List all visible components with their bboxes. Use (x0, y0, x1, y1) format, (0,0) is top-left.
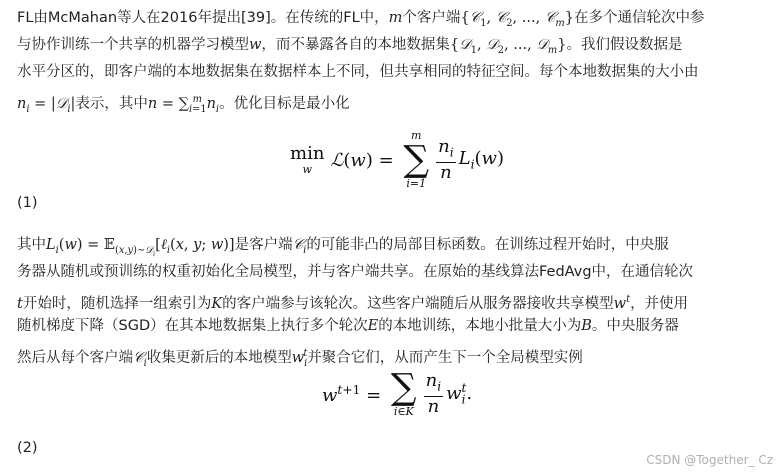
math-client-set: {𝒞$_1$, 𝒞$_2$, ..., 𝒞$_m$} (460, 10, 574, 29)
math-wit: $w_i^t$ (291, 348, 308, 369)
math-wt: $w^t$ (613, 294, 631, 312)
math-e: E (367, 318, 379, 334)
p2-line-5: 然后从每个客户端𝒞$_i$收集更新后的本地模型$w_i^t$并聚合它们，从而产生下一个全局模型实例 (17, 348, 583, 369)
math-dataset-set: {𝒟$_1$, 𝒟$_2$, ..., 𝒟$_m$} (449, 37, 567, 56)
p2-line-3: t开始时，随机选择一组索引为K的客户端参与该轮次。这些客户端随后从服务器接收共享模型$w^t$，并使用 (17, 294, 689, 312)
sum-operator: m ∑ i=1 (403, 129, 430, 190)
next-global-model: $w^{t+1}$ = (322, 382, 387, 406)
math-ci: 𝒞$_i$ (292, 237, 307, 256)
local-model: $w_i^t$. (446, 381, 473, 407)
fraction-ni-n-2: $\frac{n_i}{n}$ (425, 369, 442, 418)
math-t: t (17, 295, 23, 312)
math-m: m (388, 10, 403, 26)
equation-1-number: (1) (17, 195, 38, 211)
equation-2 (322, 367, 473, 418)
math-w: w (249, 37, 262, 53)
sum-over-k: ∑ i∈K (390, 367, 417, 418)
fraction-ni-n: $\frac{n_i}{n}$ (438, 135, 454, 184)
equation-1 (290, 130, 504, 190)
math-ni-def: $n_i$ = |𝒟$_i$| (17, 95, 76, 115)
p1-line-1: FL由McMahan等人在2016年提出[39]。在传统的FL中，m个客户端{𝒞$_1$, 𝒞$_2$, ..., 𝒞$_m$}在多个通信轮次中参 (17, 10, 705, 29)
math-k: K (211, 295, 223, 312)
loss-function: ℒ(w) = (330, 149, 400, 171)
paragraph-1 (17, 5, 777, 113)
math-b: B (581, 318, 592, 334)
p1-line-4: $n_i$ = |𝒟$_i$|表示，其中$n = \sum_{i=1}^m$ $n_i$。优化目标是最小化 (17, 94, 350, 115)
p1-line-2: 与协作训练一个共享的机器学习模型w，而不暴露各自的本地数据集{𝒟$_1$, 𝒟$_2$, ..., 𝒟$_m$}。我们假设数据是 (17, 37, 683, 56)
min-operator: min w (290, 143, 325, 176)
p1-line-3: 水平分区的，即客户端的本地数据集在数据样本上不同，但共享相同的特征空间。每个本地数据集的大小由 (17, 64, 699, 80)
equation-2-number: (2) (17, 440, 38, 456)
p2-line-1: 其中$L_i(w)$ = 𝔼$_{(x,y)\sim 𝒟_i}$[ℓ$_i$(x, y; w)]是客户端𝒞$_i$的可能非凸的局部目标函数。在训练过程开始时，中央服 (17, 237, 669, 258)
math-ci-2: 𝒞$_i$ (133, 349, 147, 369)
local-objective: $L_i(w)$ (458, 148, 504, 172)
paragraph-2 (17, 232, 777, 367)
p2-line-4: 随机梯度下降（SGD）在其本地数据集上执行多个轮次E的本地训练，本地小批量大小为B。中央服务器 (17, 318, 679, 334)
p2-line-2: 务器从随机或预训练的权重初始化全局模型，并与客户端共享。在原始的基线算法FedAvg中，在通信轮次 (17, 264, 694, 280)
math-local-objective-def: $L_i(w)$ = 𝔼$_{(x,y)\sim 𝒟_i}$[ℓ$_i$(x, y; w)] (46, 237, 235, 258)
csdn-watermark: CSDN @Together_ Cz (646, 453, 773, 467)
math-n-sum: $n = \sum_{i=1}^m$ $n_i$ (147, 94, 220, 115)
